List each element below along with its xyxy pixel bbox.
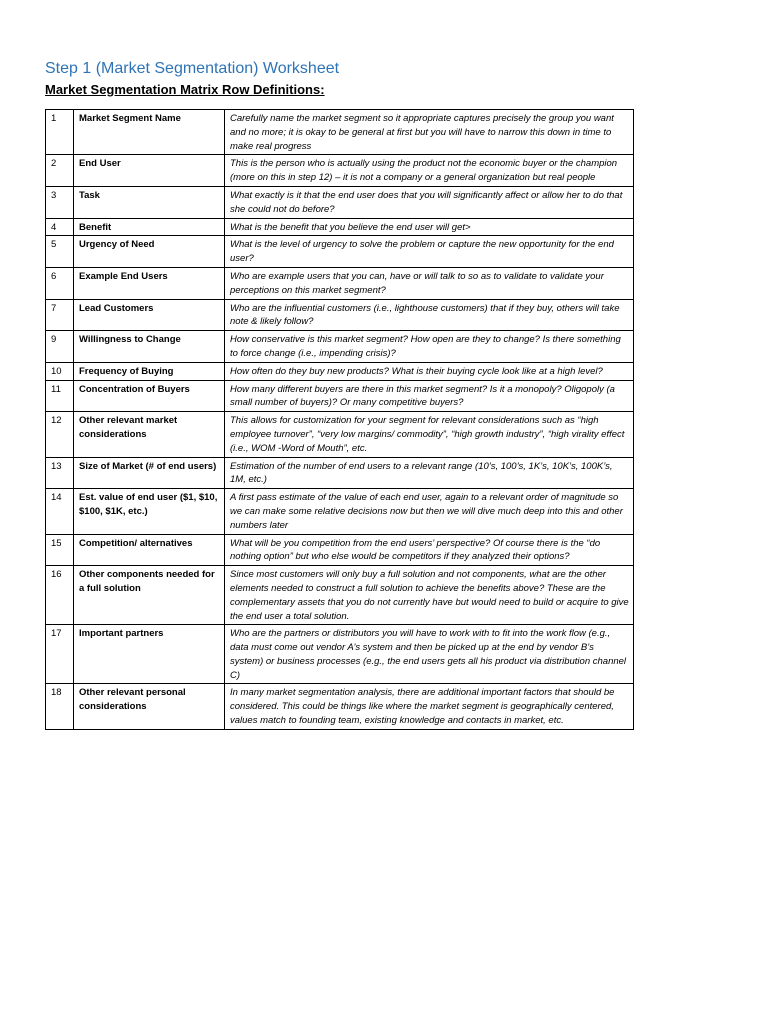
table-row [46, 412, 634, 457]
row-name: Est. value of end user ($1, $10, $100, $1K, etc.) [74, 489, 225, 534]
row-name: Other relevant market considerations [74, 412, 225, 457]
row-name: Size of Market (# of end users) [74, 457, 225, 489]
row-number: 7 [46, 299, 74, 331]
table-row [46, 155, 634, 187]
row-number: 3 [46, 186, 74, 218]
row-definition: What exactly is it that the end user does that you will significantly affect or allow her to do that she could not do before? [225, 186, 634, 218]
row-definition: How often do they buy new products? What is their buying cycle look like at a high level? [225, 362, 634, 380]
row-name: Important partners [74, 625, 225, 684]
row-definition: Who are example users that you can, have or will talk to so as to validate to validate your perceptions on this market segment? [225, 267, 634, 299]
row-name: Competition/ alternatives [74, 534, 225, 566]
row-number: 18 [46, 684, 74, 729]
row-number: 12 [46, 412, 74, 457]
row-name: Willingness to Change [74, 331, 225, 363]
row-number: 16 [46, 566, 74, 625]
row-name: Concentration of Buyers [74, 380, 225, 412]
row-number: 17 [46, 625, 74, 684]
table-row [46, 566, 634, 625]
row-number: 5 [46, 236, 74, 268]
table-row [46, 267, 634, 299]
table-row [46, 236, 634, 268]
row-name: Other components needed for a full solution [74, 566, 225, 625]
row-name: Urgency of Need [74, 236, 225, 268]
table-row [46, 299, 634, 331]
section-heading: Market Segmentation Matrix Row Definitions: [45, 82, 325, 97]
row-number: 11 [46, 380, 74, 412]
row-number: 10 [46, 362, 74, 380]
row-definition: Since most customers will only buy a full solution and not components, what are the other elements needed to construct a full solution to achieve the benefits above? These are the complementary assets that you do not currently have but would need to build or acquire to give the end user a total solution. [225, 566, 634, 625]
row-name: End User [74, 155, 225, 187]
row-number: 6 [46, 267, 74, 299]
table-row [46, 331, 634, 363]
row-name: Example End Users [74, 267, 225, 299]
row-number: 14 [46, 489, 74, 534]
table-row [46, 625, 634, 684]
row-definition: In many market segmentation analysis, there are additional important factors that should be considered. This could be things like where the market segment is geographically centered, values match to founding team, existing knowledge and contacts in market, etc. [225, 684, 634, 729]
table-row [46, 534, 634, 566]
row-definition: Who are the partners or distributors you will have to work with to fit into the work flow (e.g., data must come out vendor A’s system and then be picked up at the end by vendor B’s system) or business processes (e.g., the end users gets all his product via distribution channel C) [225, 625, 634, 684]
table-row [46, 186, 634, 218]
table-row [46, 457, 634, 489]
row-definition: Who are the influential customers (i.e., lighthouse customers) that if they buy, others will take note & likely follow? [225, 299, 634, 331]
row-definition: Carefully name the market segment so it appropriate captures precisely the group you want and no more; it is okay to be general at first but you will have to narrow this down in time to make real progress [225, 110, 634, 155]
row-definition: Estimation of the number of end users to a relevant range (10’s, 100’s, 1K’s, 10K’s, 100K’s, 1M, etc.) [225, 457, 634, 489]
table-row [46, 684, 634, 729]
row-definition: How many different buyers are there in this market segment? Is it a monopoly? Oligopoly (a small number of buyers)? Or many competitive buyers? [225, 380, 634, 412]
row-name: Market Segment Name [74, 110, 225, 155]
table-row [46, 110, 634, 155]
row-number: 15 [46, 534, 74, 566]
row-definition: This allows for customization for your segment for relevant considerations such as “high employee turnover”, “very low margins/ commodity”, “high growth industry”, “high virality effect (i.e., WOM -Word of Mouth”, etc. [225, 412, 634, 457]
row-number: 4 [46, 218, 74, 236]
row-number: 13 [46, 457, 74, 489]
row-definition: How conservative is this market segment? How open are they to change? Is there something to force change (i.e., impending crisis)? [225, 331, 634, 363]
row-name: Other relevant personal considerations [74, 684, 225, 729]
table-row [46, 218, 634, 236]
row-number: 9 [46, 331, 74, 363]
row-name: Benefit [74, 218, 225, 236]
row-definition: A first pass estimate of the value of each end user, again to a relevant order of magnitude so we can make some relative decisions now but then we will dive much deep into this and other numbers later [225, 489, 634, 534]
row-definition: What is the level of urgency to solve the problem or capture the new opportunity for the end user? [225, 236, 634, 268]
row-definition: This is the person who is actually using the product not the economic buyer or the champion (more on this in step 12) – it is not a company or a general organization but real people [225, 155, 634, 187]
table-row [46, 489, 634, 534]
table-row [46, 362, 634, 380]
row-number: 2 [46, 155, 74, 187]
row-name: Task [74, 186, 225, 218]
worksheet-title: Step 1 (Market Segmentation) Worksheet [45, 60, 340, 77]
table-row [46, 380, 634, 412]
row-name: Frequency of Buying [74, 362, 225, 380]
row-definition: What will be you competition from the end users’ perspective? Of course there is the “do nothing option” but who else would be competitors if they analyzed their options? [225, 534, 634, 566]
row-name: Lead Customers [74, 299, 225, 331]
row-definition: What is the benefit that you believe the end user will get> [225, 218, 634, 236]
definitions-table [45, 109, 634, 730]
definitions-table-body [46, 110, 634, 730]
row-number: 1 [46, 110, 74, 155]
